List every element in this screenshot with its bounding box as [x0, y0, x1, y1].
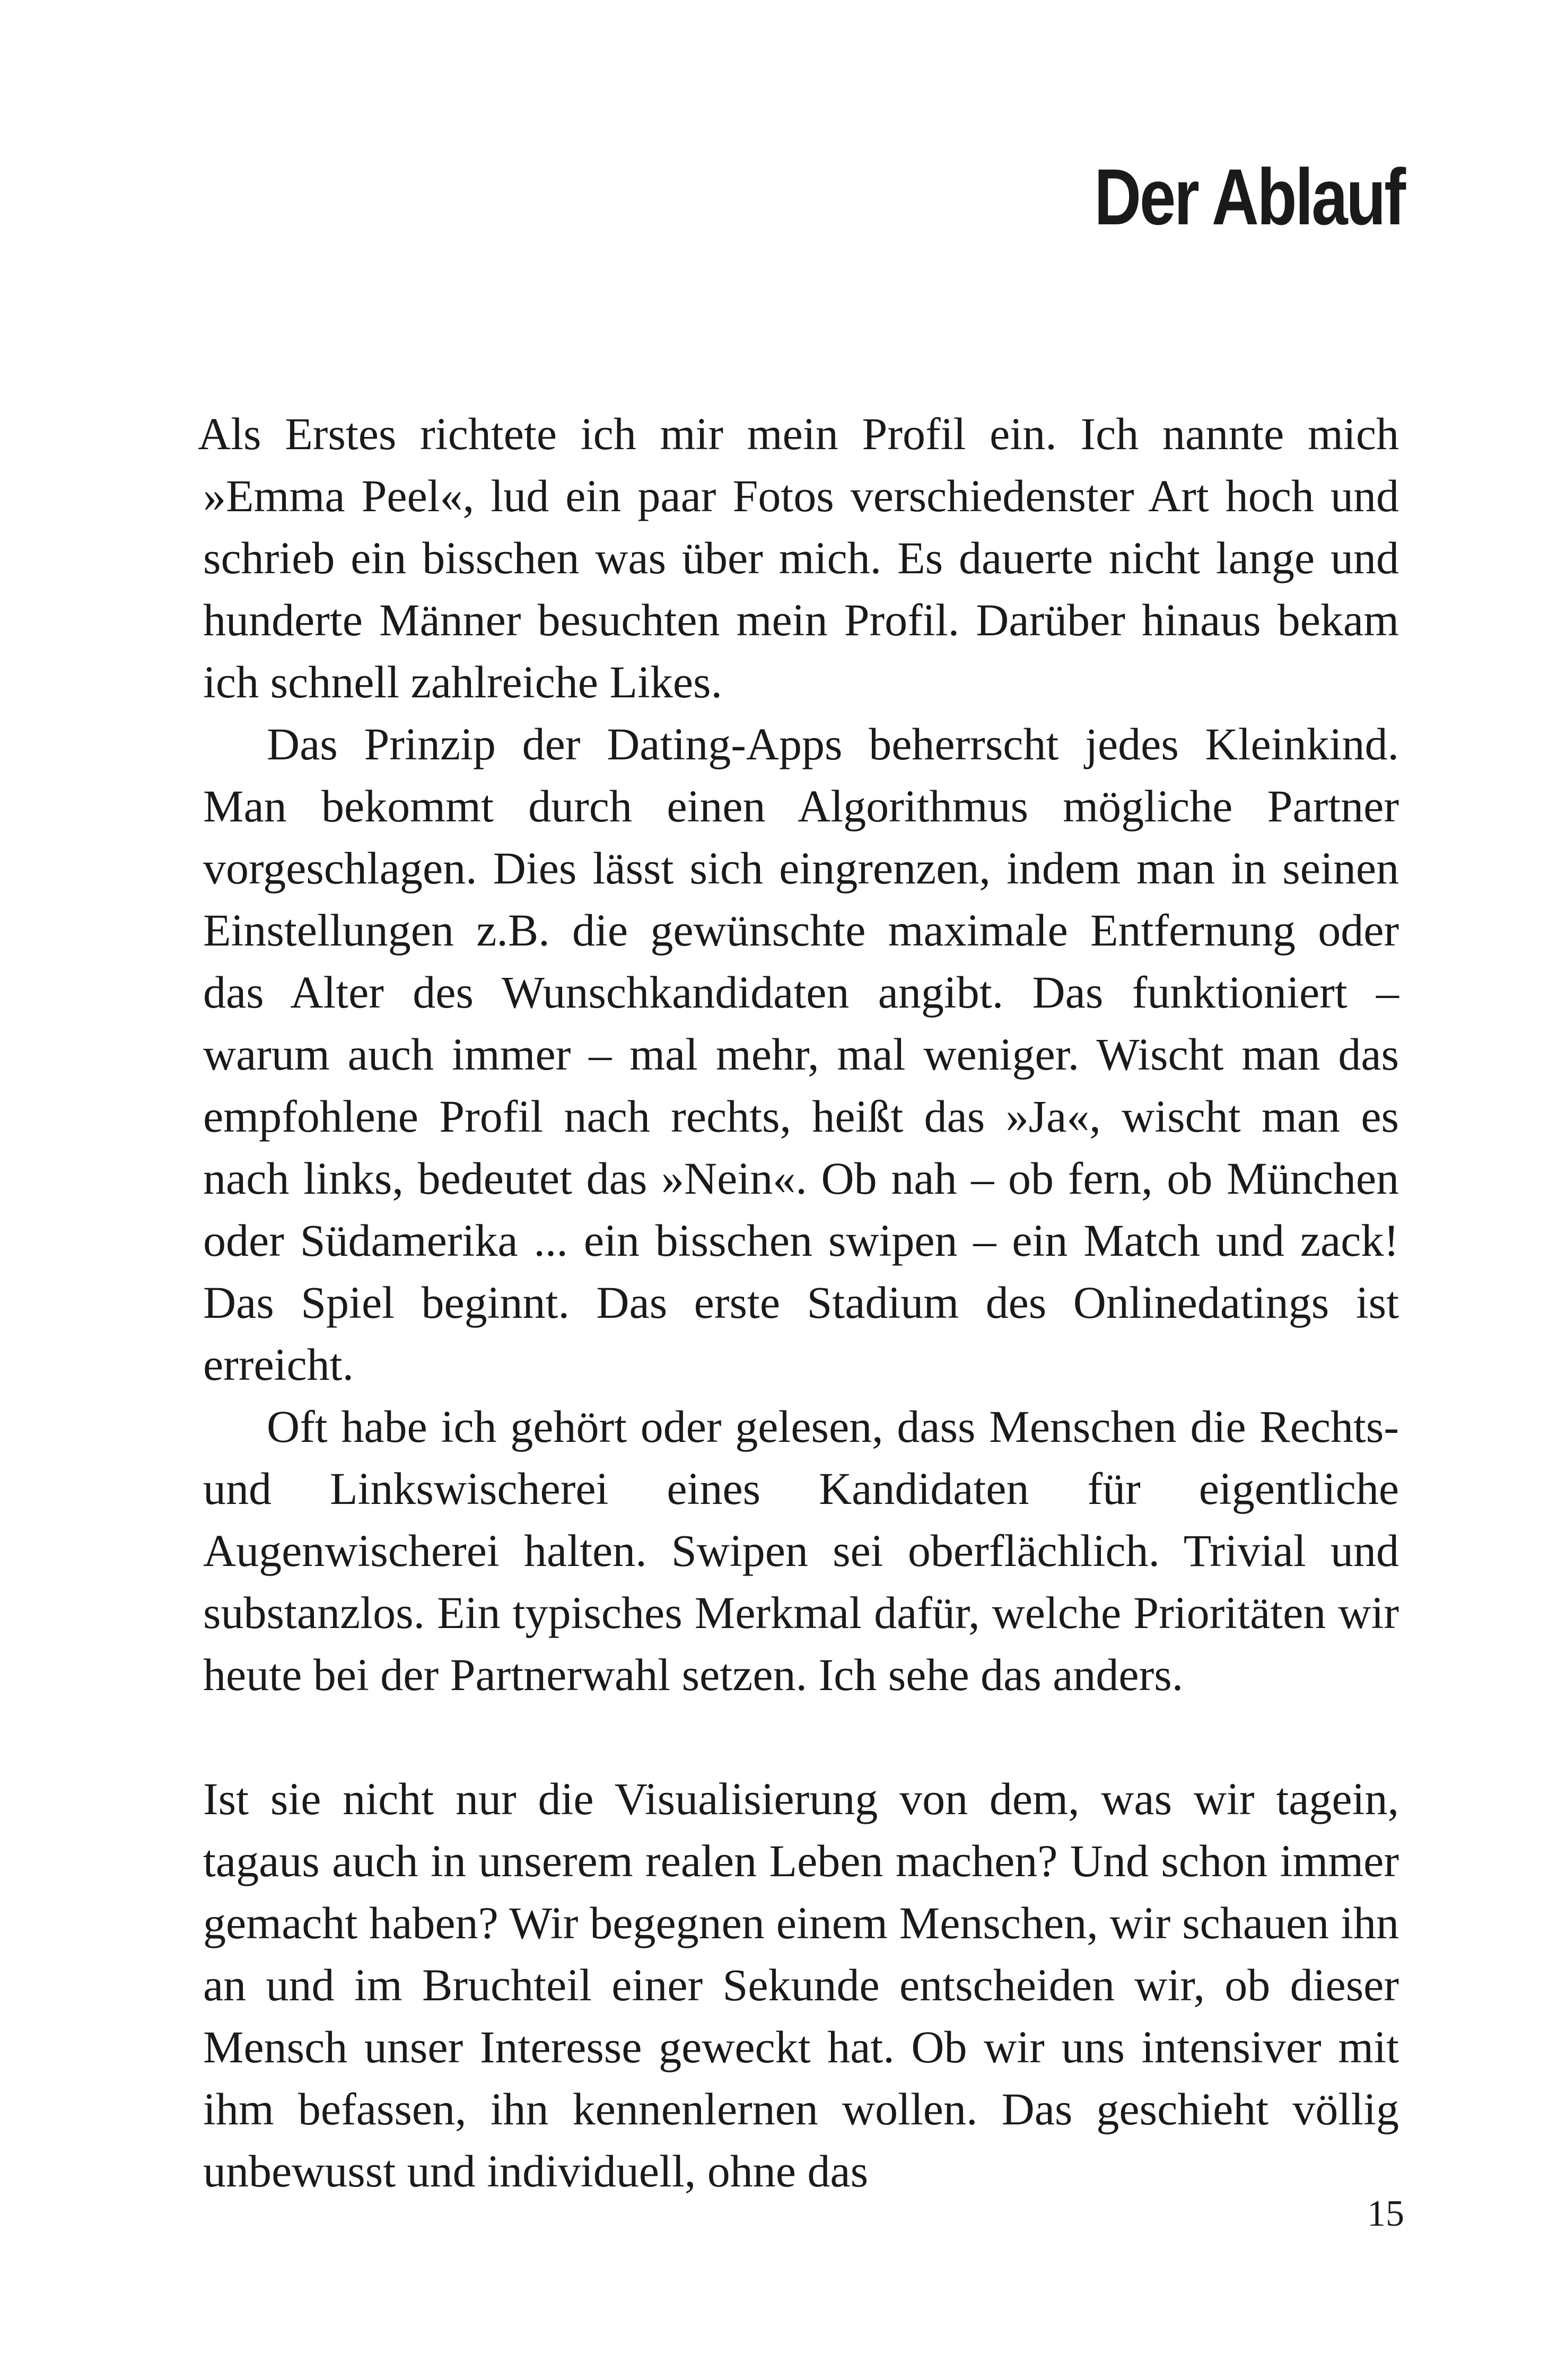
paragraph-visualization: Ist sie nicht nur die Visualisierung von dem, was wir tagein, tagaus auch in unserem realen Leben machen? Und schon immer gemacht haben? Wir begegnen einem Menschen, wir schauen ihn an und im Bruchteil einer Sekunde entscheiden wir, ob dieser Mensch unser Interesse geweckt hat. Ob wir uns intensiver mit ihm befassen, ihn kennenlernen wollen. Das geschieht völlig unbewusst und individuell, ohne das: [203, 1773, 1399, 2197]
page-number: 15: [1367, 2193, 1404, 2234]
chapter-title: Der Ablauf: [1094, 152, 1404, 241]
paragraph-profile-setup: Als Erstes richtete ich mir mein Profil ein. Ich nannte mich »Emma Peel«, lud ein paar Fotos verschiedenster Art hoch und schrieb ein bisschen was über mich. Es dauerte nicht lange und hunderte Männer besuchten mein Profil. Darüber hinaus bekam ich schnell zahlreiche Likes.: [198, 408, 1399, 707]
paragraph-dating-app-principle: Das Prinzip der Dating-Apps beherrscht jedes Kleinkind. Man bekommt durch einen Algorithmus mögliche Partner vorgeschlagen. Dies lässt sich eingrenzen, indem man in seinen Einstellungen z.B. die gewünschte maximale Entfernung oder das Alter des Wunschkandidaten angibt. Das funktioniert – warum auch immer – mal mehr, mal weniger. Wischt man das empfohlene Profil nach rechts, heißt das »Ja«, wischt man es nach links, bedeutet das »Nein«. Ob nah – ob fern, ob München oder Südamerika ... ein bisschen swipen – ein Match und zack! Das Spiel beginnt. Das erste Stadium des Onlinedatings ist erreicht.: [203, 719, 1399, 1390]
paragraph-swiping-criticism: Oft habe ich gehört oder gelesen, dass Menschen die Rechts- und Linkswischerei eines Kandidaten für eigentliche Augenwischerei halten. Swipen sei oberflächlich. Trivial und substanzlos. Ein typisches Merkmal dafür, welche Prioritäten wir heute bei der Partnerwahl setzen. Ich sehe das anders.: [203, 1401, 1399, 1700]
body-text: [198, 403, 1399, 2202]
